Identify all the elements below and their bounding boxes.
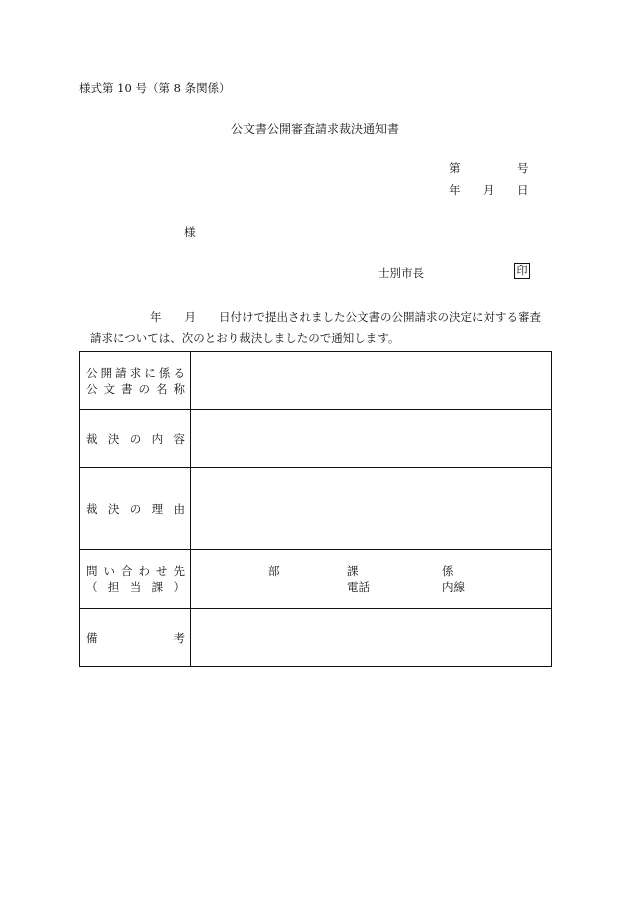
row-decision (80, 410, 552, 468)
date-month: 月 (483, 183, 495, 197)
seal-mark: 印 (514, 263, 530, 279)
intro-line-2: 請求については、次のとおり裁決しましたので通知します。 (90, 331, 400, 345)
remarks-value[interactable] (191, 609, 552, 667)
doc-number-label: 第 (449, 161, 461, 175)
contact-dept: 部 (268, 564, 280, 578)
row-remarks (80, 609, 552, 667)
contact-label-line-1: 問 い 合 わ せ 先 (86, 564, 185, 578)
document-title: 公文書公開審査請求裁決通知書 (230, 122, 399, 136)
date-year: 年 (449, 183, 461, 197)
doc-name-label-line-2: 公 文 書 の 名 称 (86, 381, 185, 396)
intro-line-1 (150, 309, 541, 325)
row-contact (80, 550, 552, 609)
reason-value[interactable] (191, 468, 552, 550)
reason-label-text: 裁 決 の 理 由 (86, 501, 185, 516)
doc-name-value[interactable] (191, 352, 552, 410)
doc-number-suffix: 号 (517, 161, 529, 175)
remarks-label-text: 備 考 (86, 630, 185, 645)
doc-name-label (80, 352, 191, 410)
contact-unit: 係 (442, 564, 454, 578)
intro-year: 年 (150, 310, 162, 324)
remarks-label (80, 609, 191, 667)
intro-line-1-rest: 日付けで提出されました公文書の公開請求の決定に対する審査 (219, 310, 541, 324)
contact-label-line-2: （ 担 当 課 ） (86, 580, 185, 594)
row-doc-name (80, 352, 552, 410)
contact-label (80, 550, 191, 609)
intro-month: 月 (184, 310, 196, 324)
form-number: 様式第 10 号（第 8 条関係） (79, 81, 231, 95)
row-reason (80, 468, 552, 550)
decision-table (79, 351, 552, 667)
contact-section: 課 (347, 564, 359, 578)
issuer: 士別市長 (378, 266, 424, 280)
decision-value[interactable] (191, 410, 552, 468)
contact-value[interactable] (191, 550, 552, 609)
decision-label (80, 410, 191, 468)
decision-label-text: 裁 決 の 内 容 (86, 431, 185, 446)
addressee-suffix: 様 (184, 225, 196, 239)
date-day: 日 (517, 183, 529, 197)
doc-name-label-line-1: 公 開 請 求 に 係 る (86, 365, 185, 380)
contact-ext: 内線 (442, 580, 465, 594)
contact-phone: 電話 (347, 580, 370, 594)
reason-label (80, 468, 191, 550)
